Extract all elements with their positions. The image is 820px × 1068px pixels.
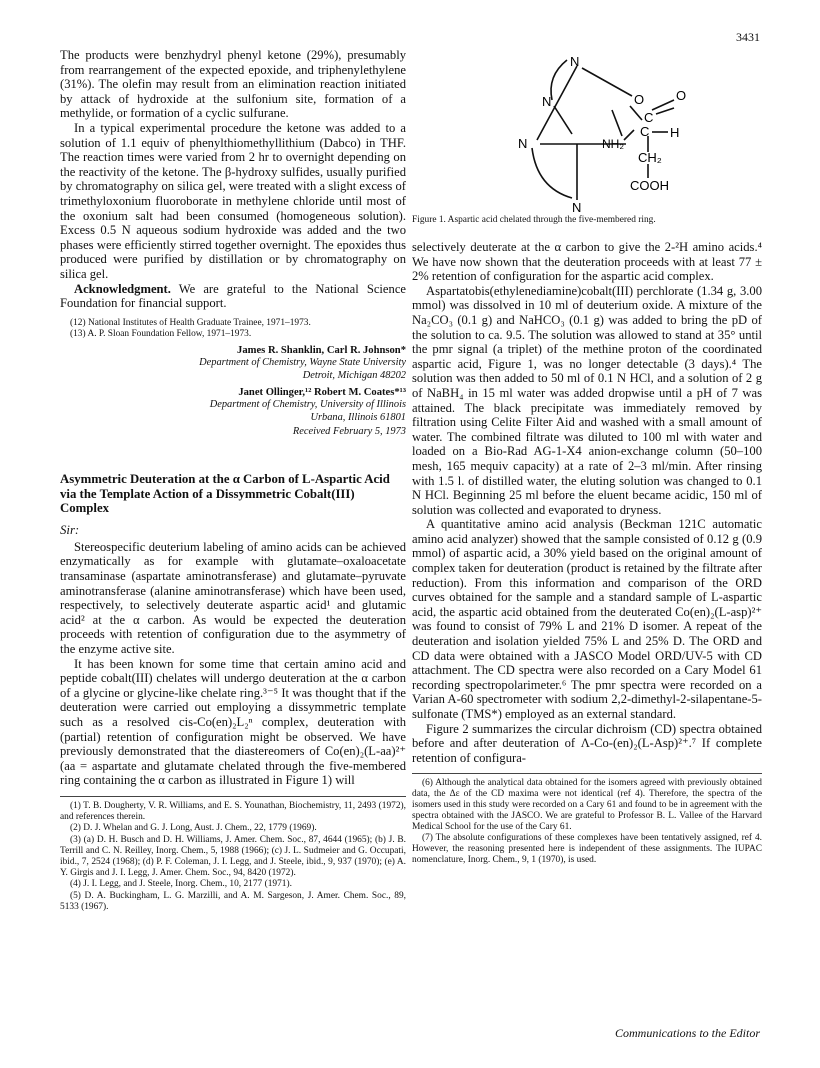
paragraph: selectively deuterate at the α carbon to give the 2-²H amino acids.⁴ We have now shown that the deuteration proceeds with at least 77 ± 2% retention of configuration for the aspartic acid complex. [412, 240, 762, 284]
reference: (2) D. J. Whelan and G. J. Long, Aust. J. Chem., 22, 1779 (1969). [70, 823, 317, 834]
atom-label: H [670, 125, 680, 140]
right-column [412, 48, 762, 866]
atom-label: N [570, 54, 580, 69]
atom-label: CH₂ [638, 150, 662, 165]
paragraph: A quantitative amino acid analysis (Beckman 121C automatic amino acid analyzer) showed that the sample consisted of 0.12 g (0.9 mmol) of aspartic acid, a 30% yield based on the original amount of complex taken for deuteration (product is retained by the filtrate after reduction). From this information and comparison of the ORD curves obtained for the sample and a standard sample of L-aspartic acid, the aspartic acid obtained from the deuterated Co(en)₂(L-asp)²⁺ was found to consist of 79% L and 21% D isomer. A repeat of the deuteration and isolation yielded 75% L and 25% D. The ORD and CD data were obtained with a JASCO Model ORD/UV-5 with CD attachment. The CD spectra were also recorded on a Cary Model 61 recording spectropolarimeter.⁶ The pmr spectra were recorded on a Varian A-60 spectrometer with sodium 2,2-dimethyl-2-silapentane-5-sulfonate (TMS*) employed as an external standard. [412, 517, 762, 721]
reference: (1) T. B. Dougherty, V. R. Williams, and E. S. Younathan, Biochemistry, 11, 2493 (1972), and references therein. [60, 800, 406, 823]
atom-label: COOH [630, 178, 669, 193]
author-line: James R. Shanklin, Carl R. Johnson* [237, 345, 406, 357]
author-notes [60, 318, 406, 340]
paragraph: It has been known for some time that certain amino acid and peptide cobalt(III) chelates will undergo deuteration at the α carbon of a glycine or glycine-like chelate ring.³⁻⁵ It was thought that if the deuteration were carried out employing a dissymmetric template such as a resolved cis-Co(en)₂L₂ⁿ complex, deuteration with (partial) retention of configuration might be observed. We have previously demonstrated that the diastereomers of Co(en)₂(L-aa)²⁺ (aa = aspartate and glutamate chelated through the five-membered ring containing the α carbon as illustrated in Figure 1) will [60, 656, 406, 788]
atom-label: NH₂ [602, 137, 624, 151]
figure-caption: Figure 1. Aspartic acid chelated through the five-membered ring. [412, 215, 656, 225]
reference: (3) (a) D. H. Busch and D. H. Williams, J. Amer. Chem. Soc., 87, 4644 (1965); (b) J. B. Terrill and C. N. Reilley, Inorg. Chem., 5, 1988 (1966); (c) J. L. Sudmeier and G. Occupati, ibid., 7, 2524 (1968); (d) P. F. Coleman, J. I. Legg, and J. Steele, ibid., 9, 937 (1970); (e) A. Y. Girgis and J. I. Legg, J. Amer. Chem. Soc., 94, 8420 (1972). [60, 834, 406, 879]
paragraph: Figure 2 summarizes the circular dichroism (CD) spectra obtained before and after deuteration of Λ-Co-(en)₂(L-Asp)²⁺.⁷ If complete retention of configura- [412, 721, 762, 765]
reference: (12) National Institutes of Health Graduate Trainee, 1971–1973. [70, 317, 311, 328]
page-number: 3431 [736, 30, 760, 44]
article-title: Asymmetric Deuteration at the α Carbon of L-Aspartic Acid via the Template Action of a Dissymmetric Cobalt(III) Complex [60, 472, 390, 516]
footnote-divider [412, 773, 762, 774]
acknowledgment [60, 282, 406, 311]
atom-label: N [572, 200, 582, 213]
affiliation: Department of Chemistry, Wayne State University [199, 357, 406, 369]
atom-label: C [644, 110, 654, 125]
paragraph: In a typical experimental procedure the ketone was added to a solution of 1.1 equiv of phenylthiomethyllithium (Dabco) in THF. The reaction times were varied from 2 hr to overnight depending on the reactivity of the ketone. The β-hydroxy sulfides, usually purified by chromatography on silica gel, were treated with a slight excess of trimethyloxonium fluoroborate in methylene chloride until most of the oxonium salt had been consumed (homogeneous solution). Excess 0.5 N aqueous sodium hydroxide was added and the two phases were efficiently stirred together overnight. The epoxides thus produced were purified by distillation or by chromatography on silica gel. [60, 120, 406, 281]
left-column [60, 48, 406, 913]
salutation: Sir: [60, 522, 80, 537]
affiliation: Department of Chemistry, University of Illinois [209, 399, 406, 411]
atom-label: C [640, 124, 650, 139]
chelate-structure-diagram [412, 48, 762, 213]
atom-label: O [634, 92, 645, 107]
received-date: Received February 5, 1973 [292, 426, 406, 438]
author-line: Janet Ollinger,¹² Robert M. Coates*¹³ [238, 387, 406, 399]
footnote: (7) The absolute configurations of these complexes have been tentatively assigned, ref 4. However, the reasoning presented here is independent of these assignments. The IUPAC nomenclature, Inorg. Chem., 9, 1 (1970), is used. [412, 833, 762, 866]
atom-label: O [676, 88, 687, 103]
reference: (4) J. I. Legg, and J. Steele, Inorg. Chem., 10, 2177 (1971). [70, 879, 292, 890]
affiliation: Detroit, Michigan 48202 [302, 369, 406, 381]
acknowledgment-text: We are grateful to the National Science Foundation for financial support. [60, 281, 406, 311]
reference: (13) A. P. Sloan Foundation Fellow, 1971–1973. [70, 328, 252, 339]
footnote-divider [60, 796, 406, 797]
figure-1 [412, 48, 762, 213]
reference: (5) D. A. Buckingham, L. G. Marzilli, and A. M. Sargeson, J. Amer. Chem. Soc., 89, 5133 (1967). [60, 890, 406, 912]
acknowledgment-heading: Acknowledgment. [74, 281, 171, 296]
affiliation: Urbana, Illinois 61801 [310, 411, 406, 423]
journal-section: Communications to the Editor [615, 1026, 760, 1040]
paragraph: Aspartatobis(ethylenediamine)cobalt(III) perchlorate (1.34 g, 3.00 mmol) was dissolved in 10 ml of deuterium oxide. A mixture of the Na₂CO₃ (0.1 g) and NaHCO₃ (0.1 g) was added to bring the pD of the solution to ca. 9.5. The solution was allowed to stand at 35° until the pmr signal (a triplet) of the methine proton of the coordinated aspartic acid, Figure 1, was no longer detectable (3 days).⁴ The solution was then added to 50 ml of 0.1 N HCl, and a solution of 2 g of NaBH₄ in 15 ml water was added dropwise until a pH of 7 was attained. The black precipitate was immediately removed by filtration using Celite Filter Aid and washed with a small amount of water. The combined filtrate was diluted to 100 ml with water and loaded on a Bio-Rad AG-1-X4 anion-exchange column (50–100 mesh, 165 mequiv capacity) at a rate of 2–3 ml/min. After rinsing with 1.5 l. of distilled water, the eluting solution was changed to 0.1 N HCl. Beginning 25 ml before the eluent became acidic, 150 ml of solution was collected and evaporated to dryness. [412, 283, 762, 517]
references [60, 801, 406, 913]
paragraph: Stereospecific deuterium labeling of amino acids can be achieved enzymatically as for example with glutamate–oxaloacetate transaminase (aspartate aminotransferase) and glutamate–pyruvate aminotransferase (alanine aminotransferase) which have been used, respectively, to selectively deuterate aspartic acid¹ and glutamic acid² at the α carbon. As would be expected the deuteration proceeds with retention of configuration due to the asymmetry of the enzyme active site. [60, 539, 406, 656]
footnote: (6) Although the analytical data obtained for the isomers agreed with previously obtained data, the Δε of the CD maxima were not identical (ref 4). Therefore, the spectra of the isomers used in this study were recorded on a Cary 61 and found to be in agreement with the spectra obtained with the JASCO. We are grateful to Professor B. L. Vallee of the Harvard Medical School for the use of the Cary 61. [412, 778, 762, 833]
footnotes [412, 778, 762, 866]
paragraph: The products were benzhydryl phenyl ketone (29%), presumably from rearrangement of the expected epoxide, and triphenylethylene (31%). The olefin may result from an elimination reaction initiated by attack of hydroxide at the sulfonium site, formation of a methylide, or formation of a cyclic sulfurane. [60, 48, 406, 121]
atom-label: N [542, 94, 552, 109]
atom-label: N [518, 136, 528, 151]
